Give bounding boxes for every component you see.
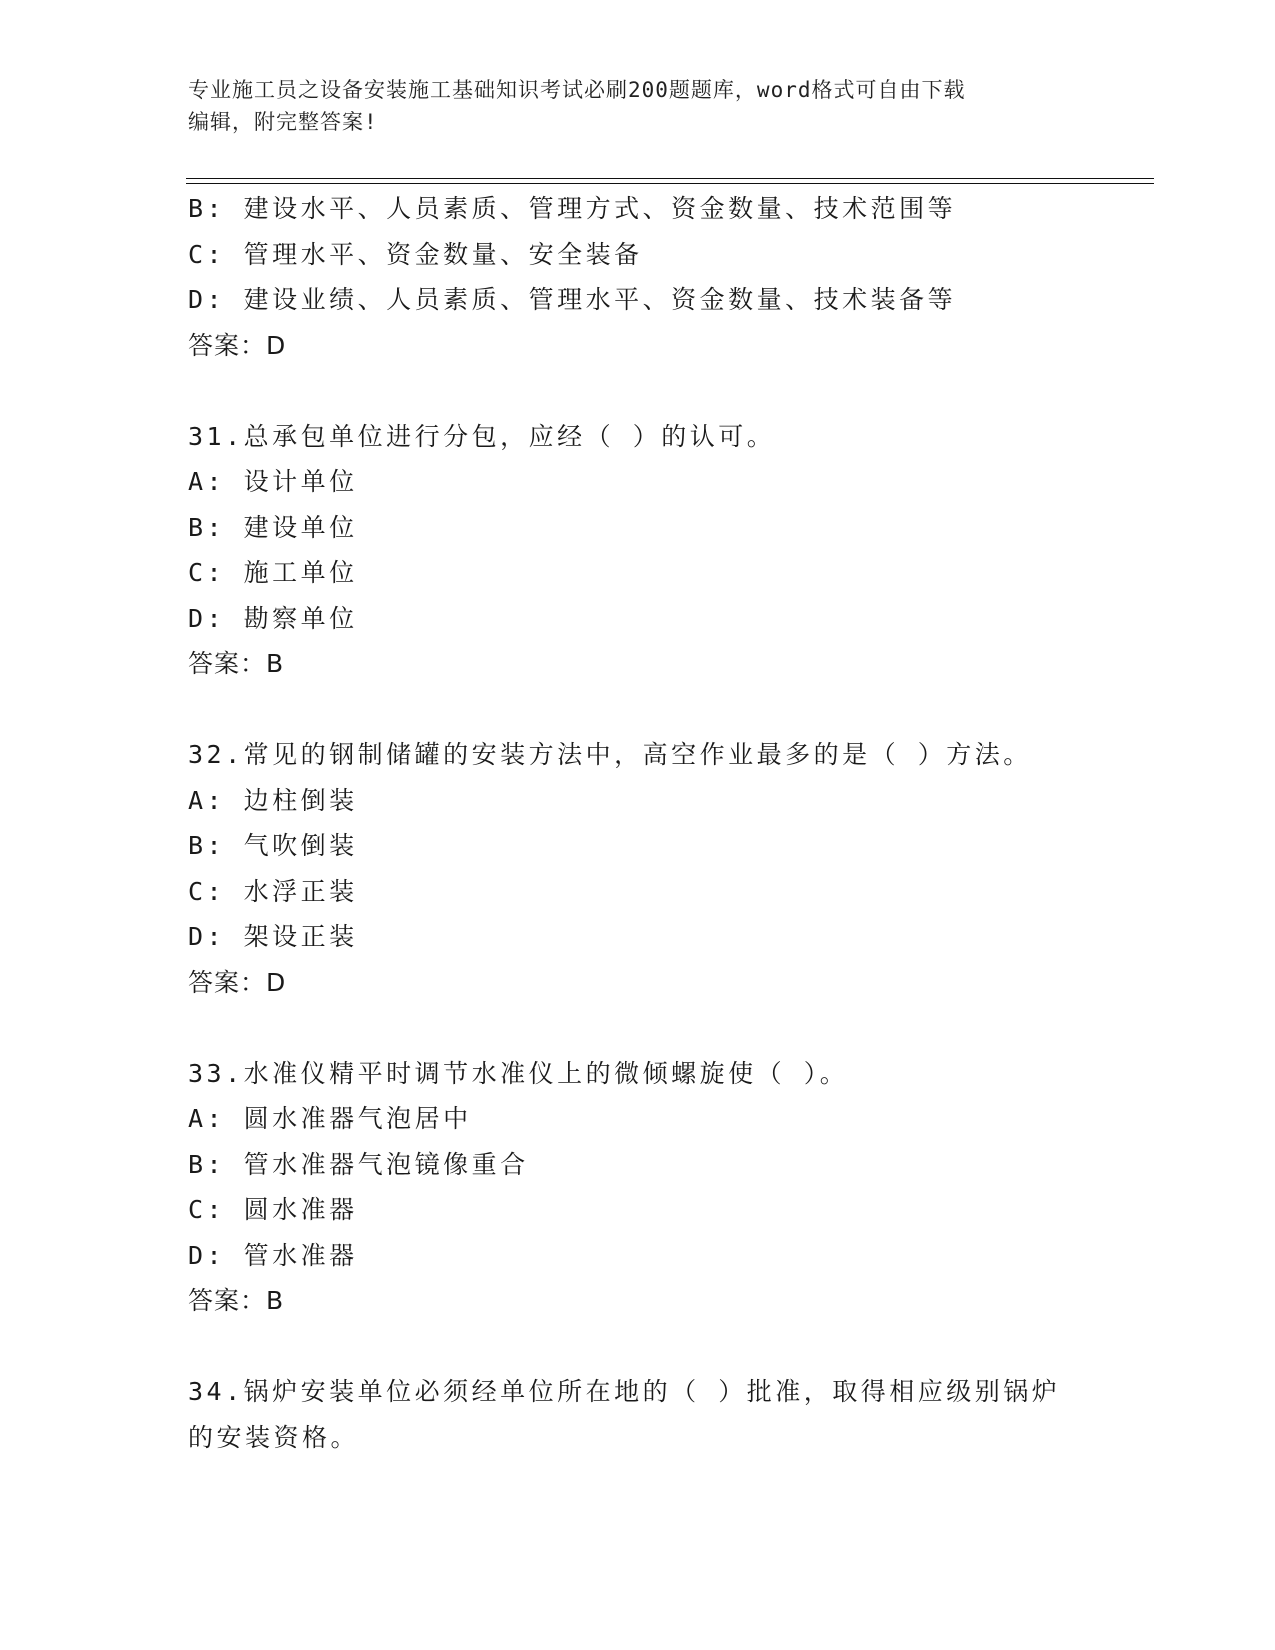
option-d: D: 勘察单位 (188, 603, 358, 633)
spacer (188, 687, 1148, 733)
answer: 答案：B (188, 649, 285, 678)
answer: 答案：D (188, 967, 287, 997)
option-b: B: 建设单位 (188, 512, 358, 542)
option-c: C: 管理水平、资金数量、安全装备 (188, 239, 643, 269)
option-b: B: 管水准器气泡镜像重合 (188, 1149, 529, 1179)
option-c: C: 水浮正装 (188, 876, 358, 906)
spacer (188, 368, 1148, 414)
question-32 (188, 732, 1148, 1005)
option-a: A: 边柱倒装 (188, 785, 358, 815)
header-rule-top (186, 178, 1154, 179)
question-stem: 32.常见的钢制储罐的安装方法中，高空作业最多的是（ ）方法。 (188, 740, 1032, 769)
option-a: A: 设计单位 (188, 467, 358, 496)
question-34 (188, 1369, 1148, 1460)
option-b: B: 气吹倒装 (188, 831, 358, 860)
question-stem-line-2: 的安装资格。 (188, 1422, 360, 1452)
header-title-line-1: 专业施工员之设备安装施工基础知识考试必刷200题题库，word格式可自由下载 (188, 78, 966, 102)
option-b: B: 建设水平、人员素质、管理方式、资金数量、技术范围等 (188, 194, 957, 223)
question-stem: 33.水准仪精平时调节水准仪上的微倾螺旋使（ ）。 (188, 1058, 849, 1088)
question-stem-line-1: 34.锅炉安装单位必须经单位所在地的（ ）批准，取得相应级别锅炉 (188, 1377, 1061, 1406)
option-d: D: 建设业绩、人员素质、管理水平、资金数量、技术装备等 (188, 285, 957, 314)
spacer (188, 1005, 1148, 1051)
question-stem: 31.总承包单位进行分包，应经（ ）的认可。 (188, 421, 776, 451)
header-title-line-2: 编辑，附完整答案! (188, 110, 378, 134)
option-c: C: 施工单位 (188, 558, 358, 587)
header-rule-bottom (186, 183, 1154, 184)
option-d: D: 管水准器 (188, 1240, 358, 1270)
option-d: D: 架设正装 (188, 922, 358, 951)
question-list (188, 186, 1148, 1460)
option-c: C: 圆水准器 (188, 1195, 358, 1224)
document-header (188, 74, 1088, 138)
answer: 答案：D (188, 330, 287, 360)
answer: 答案：B (188, 1286, 285, 1315)
spacer (188, 1324, 1148, 1370)
question-31 (188, 414, 1148, 687)
question-30-continued (188, 186, 1148, 368)
option-a: A: 圆水准器气泡居中 (188, 1104, 472, 1133)
question-33 (188, 1051, 1148, 1324)
